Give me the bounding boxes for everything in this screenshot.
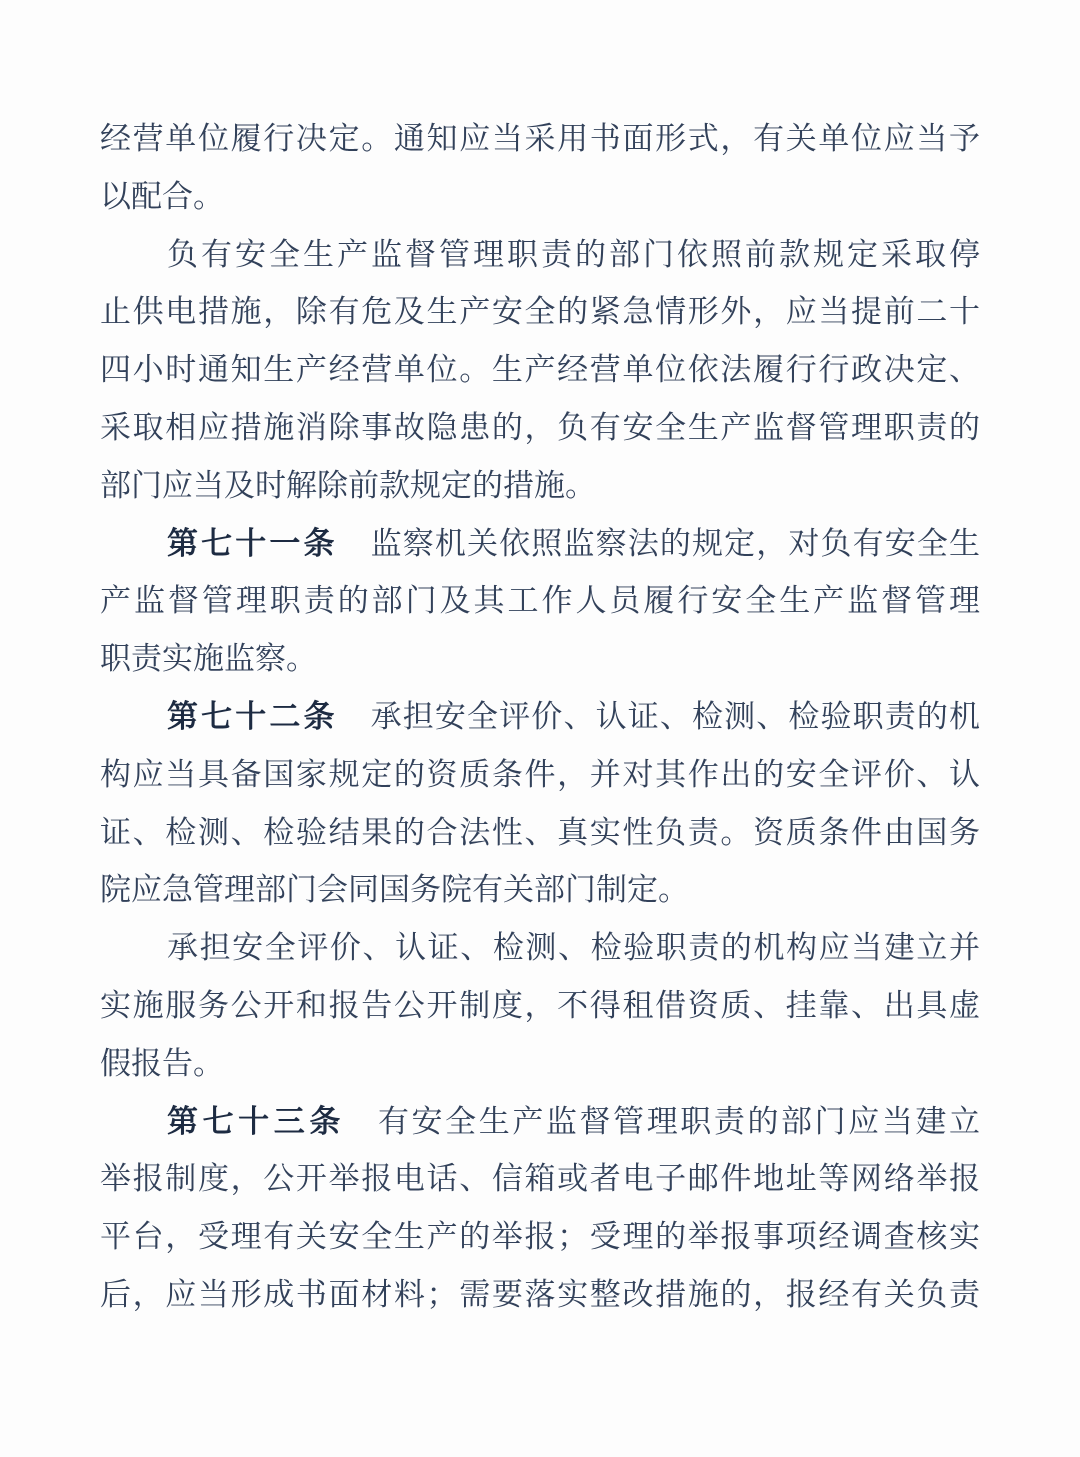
article-72-text: 承担安全评价、认证、检测、检验职责的机	[370, 698, 980, 735]
paragraph-start-line: 承担安全评价、认证、检测、检验职责的机构应当建立并	[167, 930, 980, 967]
text-line: 止供电措施，除有危及生产安全的紧急情形外，应当提前二十	[100, 294, 980, 331]
text-line: 以配合。	[100, 178, 224, 215]
article-72-heading-line	[100, 689, 980, 747]
text-line: 平台，受理有关安全生产的举报；受理的举报事项经调查核实	[100, 1219, 980, 1256]
text-line: 四小时通知生产经营单位。生产经营单位依法履行行政决定、	[100, 352, 980, 389]
paragraph-start-line: 负有安全生产监督管理职责的部门依照前款规定采取停	[167, 236, 980, 273]
article-73-heading-line	[100, 1094, 980, 1152]
text-line: 举报制度，公开举报电话、信箱或者电子邮件地址等网络举报	[100, 1161, 980, 1198]
article-71-text: 监察机关依照监察法的规定，对负有安全生	[370, 525, 980, 562]
text-line: 假报告。	[100, 1045, 224, 1082]
text-line: 证、检测、检验结果的合法性、真实性负责。资质条件由国务	[100, 814, 980, 851]
text-line: 构应当具备国家规定的资质条件，并对其作出的安全评价、认	[100, 756, 980, 793]
text-line: 部门应当及时解除前款规定的措施。	[100, 467, 596, 504]
article-71-number: 第七十一条	[167, 525, 338, 562]
text-block	[100, 111, 980, 1325]
text-line: 院应急管理部门会同国务院有关部门制定。	[100, 872, 689, 909]
article-71-heading-line	[100, 516, 980, 574]
text-line: 实施服务公开和报告公开制度，不得租借资质、挂靠、出具虚	[100, 987, 980, 1024]
text-line: 后，应当形成书面材料；需要落实整改措施的，报经有关负责	[100, 1276, 980, 1313]
text-line: 职责实施监察。	[100, 641, 317, 678]
text-line: 产监督管理职责的部门及其工作人员履行安全生产监督管理	[100, 583, 980, 620]
article-72-number: 第七十二条	[167, 698, 338, 735]
article-73-text: 有安全生产监督管理职责的部门应当建立	[377, 1103, 980, 1140]
article-73-number: 第七十三条	[167, 1103, 345, 1140]
text-line: 采取相应措施消除事故隐患的，负有安全生产监督管理职责的	[100, 409, 980, 446]
text-line: 经营单位履行决定。通知应当采用书面形式，有关单位应当予	[100, 121, 980, 157]
